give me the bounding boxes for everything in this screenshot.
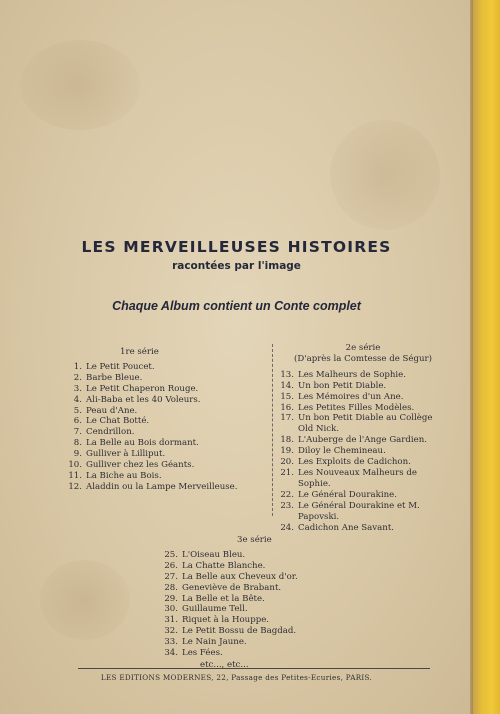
list-item — [68, 384, 268, 395]
series-2-heading: 2e série — [345, 343, 381, 353]
item-number: 1. — [73, 361, 82, 372]
item-title: Les Fées. — [182, 648, 223, 659]
list-item — [162, 583, 362, 594]
list-item — [162, 648, 362, 659]
item-title: La Belle aux Cheveux d'or. — [182, 571, 298, 582]
item-number: 7. — [73, 427, 82, 438]
series-1-items — [68, 362, 268, 493]
list-item — [278, 457, 448, 468]
series-3-items — [162, 550, 362, 659]
item-title: Les Exploits de Cadichon. — [298, 457, 411, 468]
list-item — [162, 561, 362, 572]
list-item — [278, 435, 448, 446]
item-title: Le Général Dourakine et M. Papovski. — [298, 500, 420, 522]
item-title: Les Malheurs de Sophie. — [298, 369, 406, 380]
item-title: Aladdin ou la Lampe Merveilleuse. — [86, 481, 238, 492]
series-3-list — [162, 535, 362, 671]
list-item — [162, 626, 362, 637]
item-title: La Chatte Blanche. — [182, 560, 266, 571]
list-item — [68, 395, 268, 406]
list-item — [278, 523, 448, 534]
list-item — [278, 468, 448, 490]
list-item — [68, 471, 268, 482]
item-title: Ali-Baba et les 40 Voleurs. — [86, 394, 201, 405]
list-item — [162, 572, 362, 583]
list-item — [278, 392, 448, 403]
list-item — [68, 427, 268, 438]
item-number: 30. — [164, 604, 178, 615]
list-item — [162, 604, 362, 615]
item-title: Le Petit Chaperon Rouge. — [86, 383, 199, 394]
item-number: 5. — [73, 405, 82, 416]
item-number: 21. — [280, 467, 294, 478]
series-3-heading: 3e série — [237, 535, 272, 545]
item-number: 27. — [164, 571, 178, 582]
series-2-items — [278, 370, 448, 534]
item-number: 22. — [280, 489, 294, 500]
item-number: 4. — [73, 394, 82, 405]
item-title: L'Oiseau Bleu. — [182, 549, 246, 560]
list-item — [68, 460, 268, 471]
item-title: Cendrillon. — [86, 427, 135, 438]
item-title: Le Petit Bossu de Bagdad. — [182, 626, 297, 637]
item-title: Le Petit Poucet. — [86, 361, 155, 372]
paper-stain — [20, 40, 140, 130]
list-item — [68, 362, 268, 373]
item-number: 24. — [280, 522, 294, 533]
series-1-heading: 1re série — [120, 347, 159, 357]
item-number: 6. — [73, 416, 82, 427]
item-number: 19. — [280, 446, 294, 457]
item-number: 2. — [73, 372, 82, 383]
list-item — [278, 501, 448, 523]
list-item — [278, 403, 448, 414]
item-number: 12. — [68, 481, 82, 492]
item-number: 33. — [164, 637, 178, 648]
list-item — [68, 438, 268, 449]
item-title: Geneviève de Brabant. — [182, 582, 282, 593]
item-number: 11. — [68, 470, 82, 481]
collection-title: LES MERVEILLEUSES HISTOIRES — [81, 238, 392, 256]
item-title: Gulliver à Lilliput. — [86, 449, 166, 460]
item-number: 31. — [164, 615, 178, 626]
list-item — [162, 550, 362, 561]
list-item — [68, 373, 268, 384]
item-title: Barbe Bleue. — [86, 372, 143, 383]
series-1-list — [68, 347, 268, 493]
list-item — [162, 637, 362, 648]
item-title: Le Général Dourakine. — [298, 489, 397, 500]
item-title: Riquet à la Houppe. — [182, 615, 270, 626]
item-number: 32. — [164, 626, 178, 637]
item-title: La Belle au Bois dormant. — [86, 438, 199, 449]
item-title: La Belle et la Bête. — [182, 593, 265, 604]
series-2-list — [278, 343, 448, 533]
item-title: Le Nain Jaune. — [182, 637, 247, 648]
item-number: 16. — [280, 402, 294, 413]
item-number: 34. — [164, 648, 178, 659]
item-title: La Biche au Bois. — [86, 470, 162, 481]
publisher-footer: LES EDITIONS MODERNES, 22, Passage des Petites-Ecuries, PARIS. — [100, 673, 373, 682]
item-title: Les Mémoires d'un Ane. — [298, 391, 404, 402]
list-item — [68, 416, 268, 427]
item-number: 8. — [73, 438, 82, 449]
item-number: 15. — [280, 391, 294, 402]
list-item — [68, 449, 268, 460]
list-item — [162, 594, 362, 605]
item-title: Le Chat Botté. — [86, 416, 150, 427]
list-item — [68, 406, 268, 417]
item-title: Un bon Petit Diable au Collège Old Nick. — [298, 413, 433, 435]
item-title: Les Petites Filles Modèles. — [298, 402, 415, 413]
list-item — [278, 370, 448, 381]
item-title: Guillaume Tell. — [182, 604, 248, 615]
collection-tagline: Chaque Album contient un Conte complet — [112, 299, 361, 313]
column-divider — [272, 344, 273, 516]
paper-stain — [40, 560, 130, 640]
item-number: 20. — [280, 457, 294, 468]
footer-rule — [78, 668, 430, 669]
item-number: 9. — [73, 449, 82, 460]
item-number: 23. — [280, 500, 294, 511]
item-number: 14. — [280, 380, 294, 391]
list-item — [278, 413, 448, 435]
book-spine — [473, 0, 500, 714]
item-number: 28. — [164, 582, 178, 593]
item-title: Gulliver chez les Géants. — [86, 460, 195, 471]
list-item — [162, 615, 362, 626]
item-number: 26. — [164, 560, 178, 571]
item-number: 25. — [164, 549, 178, 560]
item-number: 13. — [280, 369, 294, 380]
paper-stain — [330, 120, 440, 230]
list-item — [278, 490, 448, 501]
list-item — [68, 482, 268, 493]
series-3-etc: etc..., etc... — [200, 659, 249, 670]
item-number: 3. — [73, 383, 82, 394]
item-title: Les Nouveaux Malheurs de Sophie. — [298, 467, 418, 489]
item-number: 18. — [280, 435, 294, 446]
collection-subtitle: racontées par l'image — [172, 260, 301, 272]
series-2-subheading: (D'après la Comtesse de Ségur) — [293, 353, 433, 364]
item-title: Diloy le Chemineau. — [298, 446, 386, 457]
item-number: 10. — [68, 460, 82, 471]
list-item — [278, 381, 448, 392]
item-number: 17. — [280, 413, 294, 424]
item-title: Cadichon Ane Savant. — [298, 522, 395, 533]
item-title: Un bon Petit Diable. — [298, 380, 387, 391]
item-title: L'Auberge de l'Ange Gardien. — [298, 435, 428, 446]
item-number: 29. — [164, 593, 178, 604]
item-title: Peau d'Ane. — [86, 405, 138, 416]
list-item — [278, 446, 448, 457]
